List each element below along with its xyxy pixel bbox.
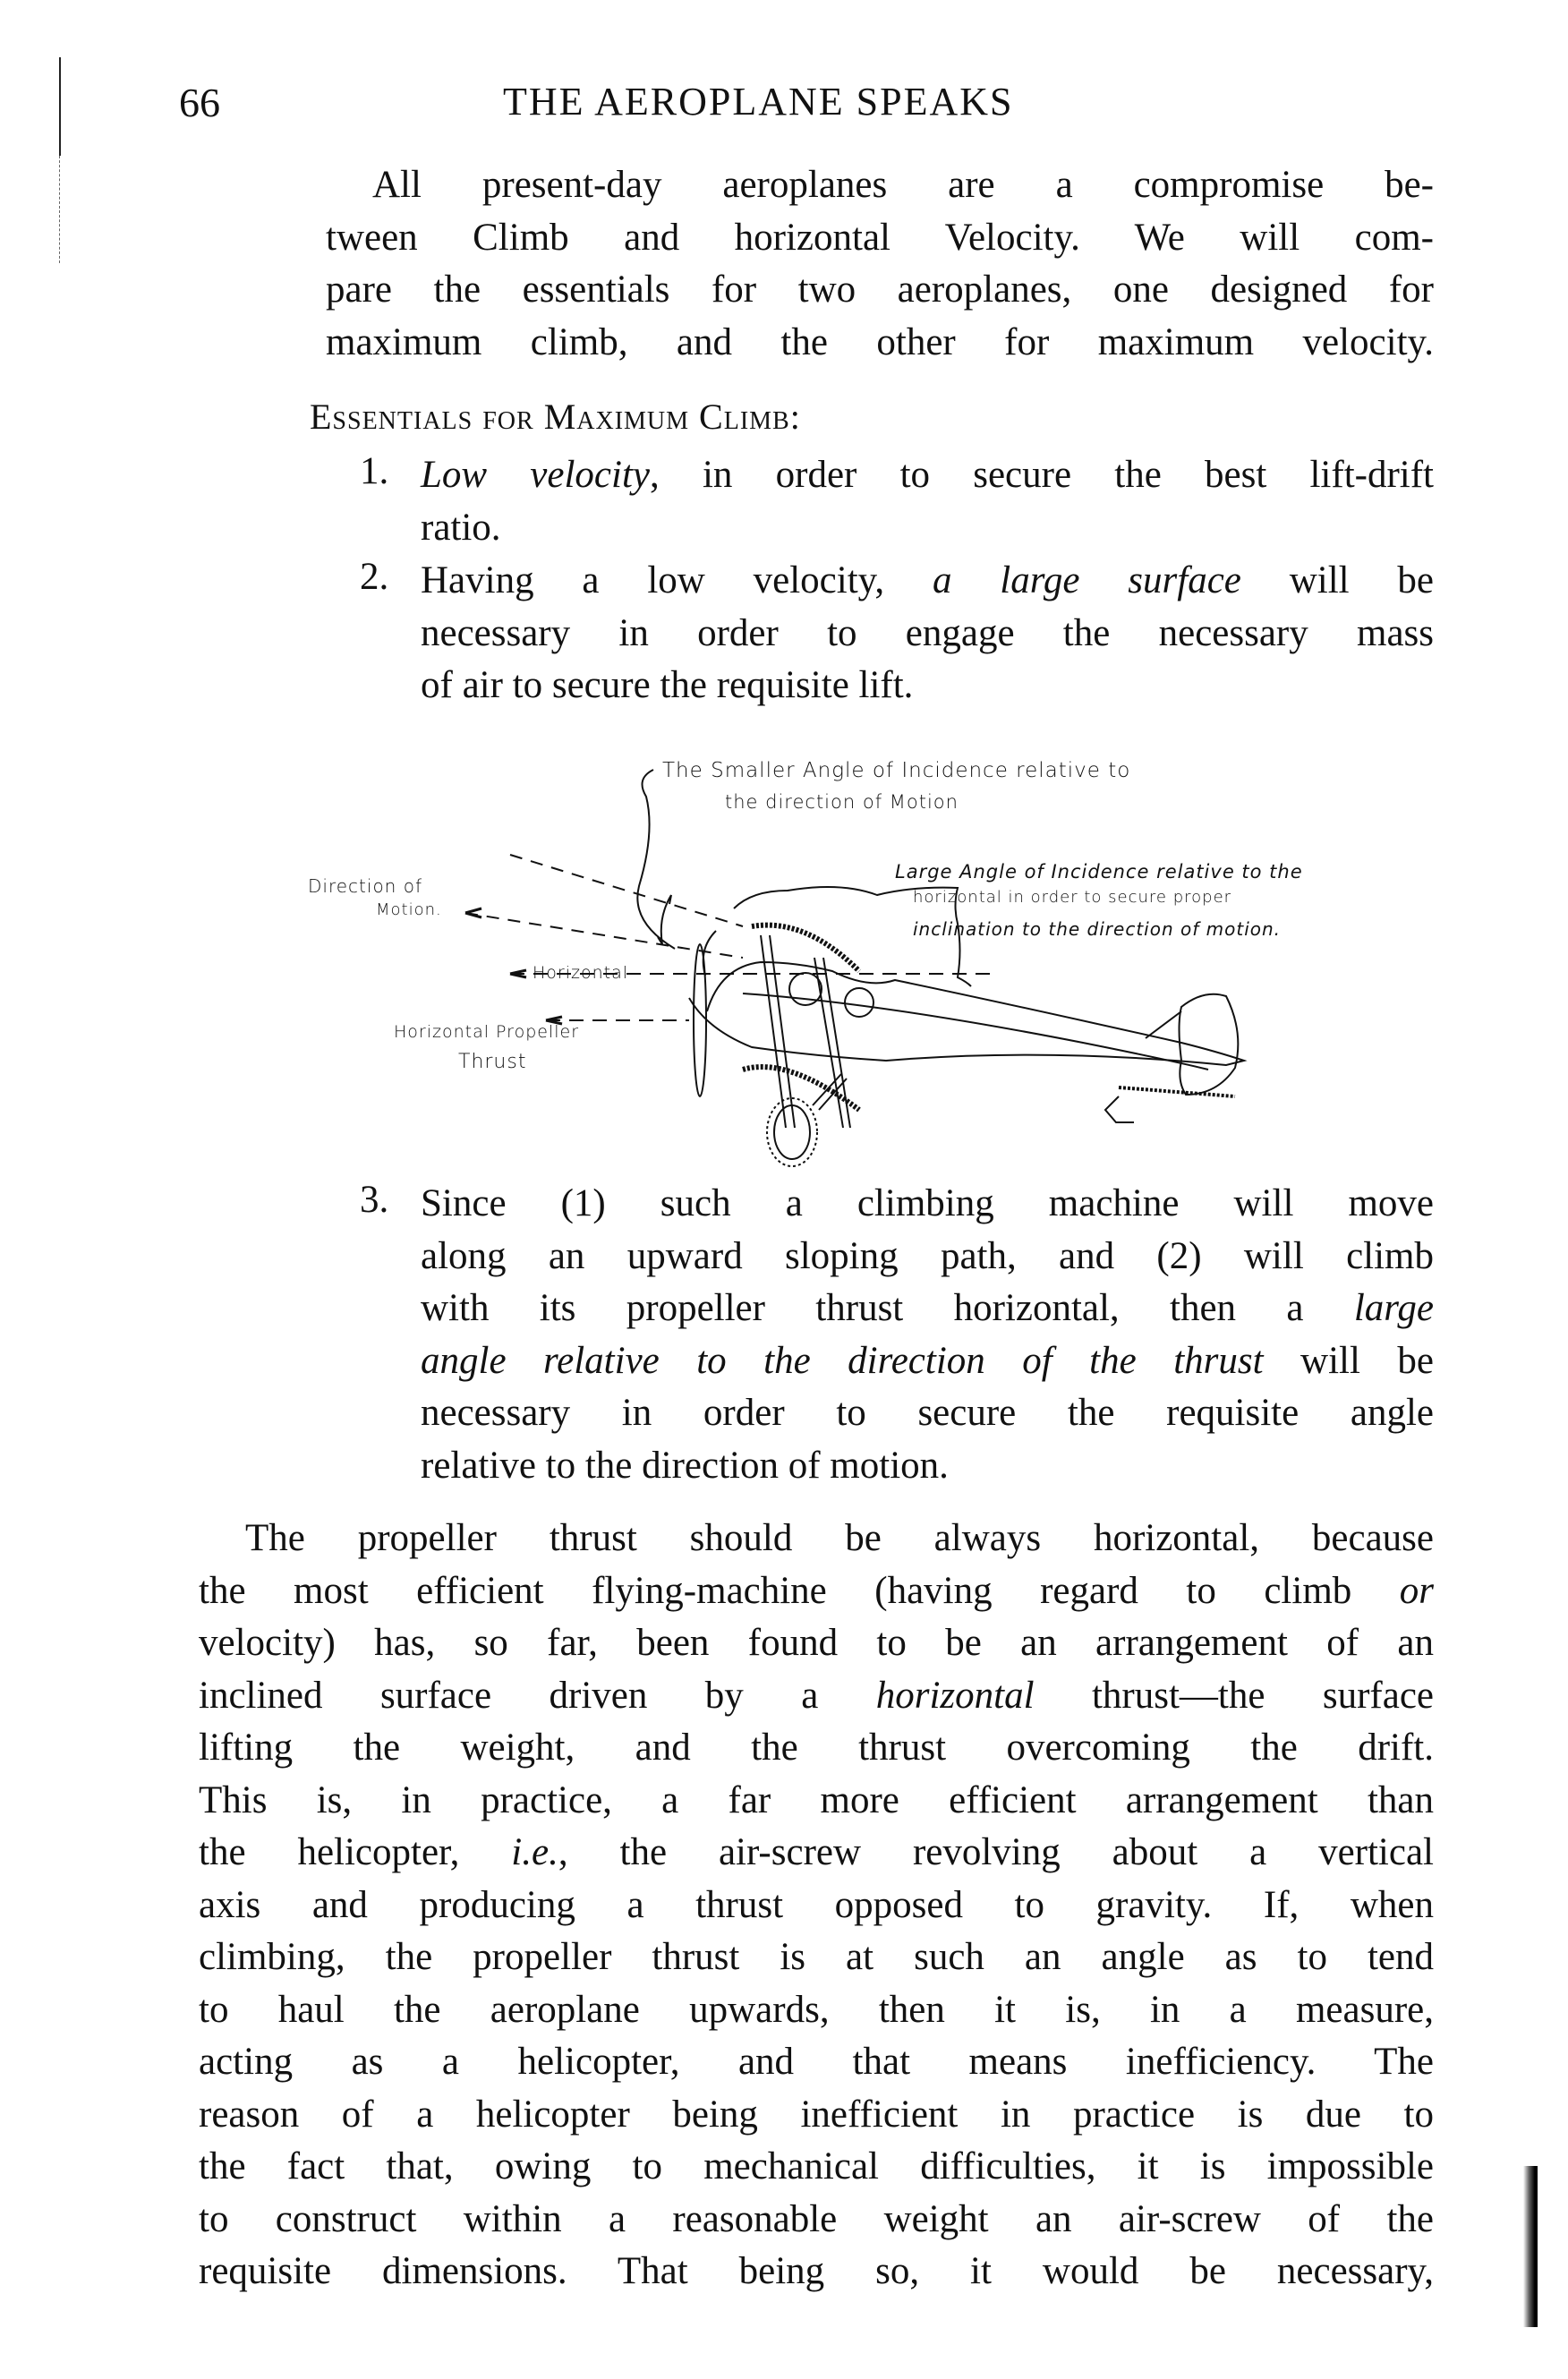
text-line: to haul the aeroplane upwards, then it is, in a measure, [199,1988,1434,2031]
text-line: tween Climb and horizontal Velocity. We will com- [326,216,1434,259]
text-line: lifting the weight, and the thrust overcoming the drift. [199,1727,1434,1769]
text-line: velocity) has, so far, been found to be an arrangement of an [199,1622,1434,1664]
text-line [421,449,1434,502]
label-direction-of-motion-1: Direction of [308,875,422,897]
text-line: inclined surface driven by a horizontal thrust—the surface [199,1674,1435,1717]
upper-wing [752,925,859,971]
intro-paragraph [326,159,1434,369]
text-run: , in order to secure the best lift-drift [650,454,1434,496]
direction-of-motion-arrow [465,913,743,958]
body-paragraph [199,1513,1434,2298]
label-large-angle-line1: Large Angle of Incidence relative to the [895,861,1303,883]
scan-margin-line [59,57,61,156]
text-line: necessary in order to engage the necessary mass [421,611,1434,654]
text-line: This is, in practice, a far more efficient arrangement than [199,1778,1434,1821]
text-line: relative to the direction of motion. [421,1444,949,1487]
text-line: The propeller thrust should be always horizontal, because [245,1517,1434,1559]
text-run: with its propeller thrust horizontal, then a [421,1287,1354,1329]
list-item-3 [421,1178,1434,1492]
label-thrust-1: Horizontal Propeller [394,1022,580,1042]
text-line [421,1335,1434,1388]
text-run: will be [1240,559,1435,601]
text-line: of air to secure the requisite lift. [421,664,914,706]
label-large-angle-line3: inclination to the direction of motion. [913,918,1282,940]
text-line [421,1283,1434,1335]
text-line: climbing, the propeller thrust is at such an angle as to tend [199,1936,1434,1978]
label-smaller-angle-line1: The Smaller Angle of Incidence relative to [662,759,1131,782]
text-line: along an upward sloping path, and (2) will climb [421,1234,1434,1277]
text-line: ratio. [421,506,501,549]
text-line: reason of a helicopter being inefficient in practice is due to [199,2093,1434,2136]
text-line: Since (1) such a climbing machine will move [421,1182,1434,1224]
item-number: 2. [360,556,389,598]
label-thrust-2: Thrust [458,1051,527,1073]
text-line [421,555,1434,608]
text-run: Having a low velocity, [421,559,933,601]
emphasis: i.e. [511,1831,558,1873]
aeroplane-diagram [295,752,1334,1181]
text-line: maximum climb, and the other for maximum velocity. [326,320,1434,363]
page-number: 66 [179,80,220,125]
emphasis: a large surface [932,559,1241,601]
text-line: to construct within a reasonable weight an air-screw of the [199,2197,1434,2240]
text-line: All present-day aeroplanes are a compromise be- [372,164,1434,206]
label-large-angle-line2: horizontal in order to secure proper [913,888,1232,907]
emphasis: or [1399,1569,1434,1612]
fuselage [689,962,1244,1065]
label-smaller-angle-line2: the direction of Motion [725,791,959,813]
scan-margin-line-dashed [59,156,61,263]
text-run: will be [1263,1339,1434,1382]
emphasis: angle relative to the direction of the thrust [421,1339,1264,1382]
emphasis: Low velocity [421,454,650,496]
list-item-2 [421,555,1434,712]
label-horizontal: Horizontal [533,963,629,983]
text-line: necessary in order to secure the requisite angle [421,1392,1434,1434]
text-line: pare the essentials for two aeroplanes, one designed for [326,269,1434,311]
text-line: axis and producing a thrust opposed to gravity. If, when [199,1883,1434,1926]
tailplane [1119,1087,1235,1096]
text-line: the helicopter, i.e., the air-screw revolving about a vertical [199,1831,1434,1873]
text-line: the fact that, owing to mechanical difficulties, it is impossible [199,2145,1434,2187]
item-number: 3. [360,1179,389,1221]
propeller [694,944,706,1096]
tail-skid [1105,1096,1134,1122]
biplane-illustration [295,752,1334,1181]
smaller-angle-leader [637,770,675,949]
list-item-1 [421,449,1434,554]
direction-of-motion-line [510,855,743,926]
text-line: the most efficient flying-machine (having regard to climb or [199,1569,1434,1612]
emphasis: large [1353,1287,1434,1329]
item-number: 1. [360,450,389,492]
running-title: THE AEROPLANE SPEAKS [503,80,1014,124]
text-line: requisite dimensions. That being so, it would be necessary, [199,2250,1434,2292]
scan-edge-smudge [1523,2166,1538,2327]
label-direction-of-motion-2: Motion. [376,900,442,919]
emphasis: horizontal [875,1674,1035,1717]
section-heading: Essentials for Maximum Climb: [310,396,801,437]
text-line: acting as a helicopter, and that means inefficiency. The [199,2041,1434,2083]
